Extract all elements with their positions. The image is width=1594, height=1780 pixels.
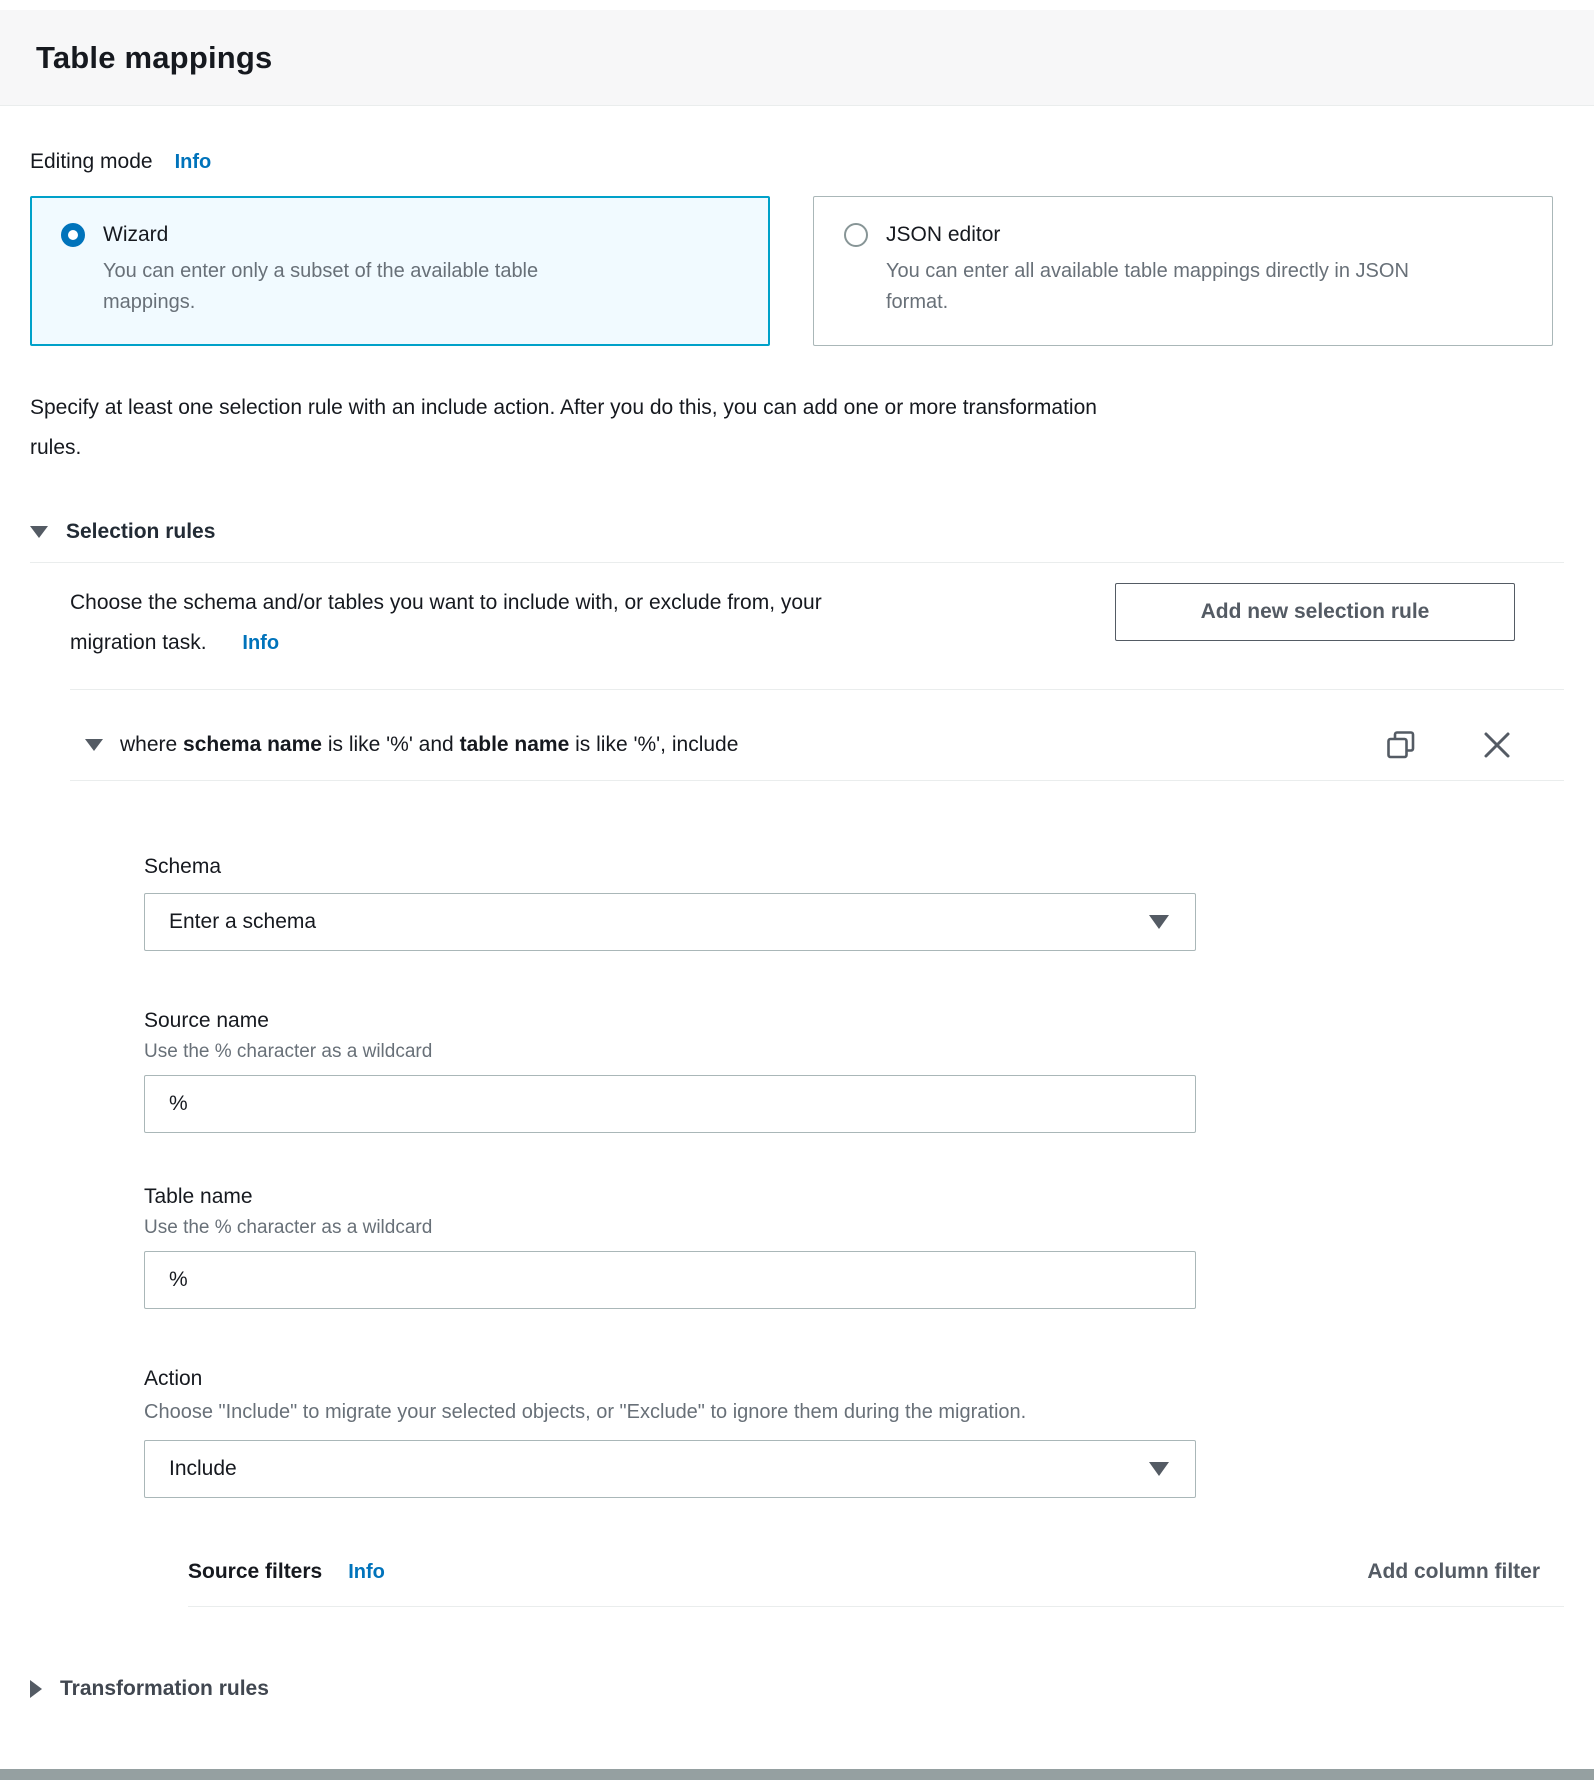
json-editor-option-label: JSON editor bbox=[886, 223, 1001, 246]
top-strip bbox=[0, 0, 1594, 10]
selection-rule-body bbox=[144, 855, 1196, 1498]
editing-mode-options bbox=[30, 196, 1564, 346]
transformation-rules-title: Transformation rules bbox=[60, 1677, 269, 1700]
rule-summary-middle: is like '%' and bbox=[327, 733, 454, 756]
selection-rules-description-line-2: migration task. bbox=[70, 631, 207, 654]
schema-select[interactable] bbox=[144, 893, 1196, 951]
wizard-radio-row bbox=[61, 223, 744, 247]
chevron-down-icon bbox=[1149, 915, 1169, 929]
divider bbox=[70, 689, 1564, 690]
rule-summary-schema-field: schema name bbox=[183, 733, 322, 756]
add-new-selection-rule-button[interactable]: Add new selection rule bbox=[1115, 583, 1515, 641]
rule-summary-suffix: is like '%', include bbox=[575, 733, 739, 756]
table-name-label: Table name bbox=[144, 1185, 253, 1208]
divider bbox=[70, 780, 1564, 781]
divider bbox=[188, 1606, 1564, 1607]
action-select[interactable] bbox=[144, 1440, 1196, 1498]
rule-actions bbox=[1386, 730, 1512, 760]
action-label: Action bbox=[144, 1367, 203, 1390]
rule-chevron-down-icon[interactable] bbox=[85, 739, 103, 751]
selection-rules-header[interactable] bbox=[30, 520, 1564, 544]
table-name-field-group bbox=[144, 1185, 1196, 1309]
schema-field-group bbox=[144, 855, 1196, 951]
source-filters-heading bbox=[188, 1560, 385, 1584]
wizard-radio-selected[interactable] bbox=[61, 223, 85, 247]
section-header-band bbox=[0, 10, 1594, 106]
chevron-down-icon bbox=[30, 526, 48, 538]
rule-summary-table-field: table name bbox=[459, 733, 570, 756]
source-name-hint: Use the % character as a wildcard bbox=[144, 1041, 433, 1062]
option-card-wizard[interactable] bbox=[30, 196, 770, 346]
wizard-option-label: Wizard bbox=[103, 223, 169, 246]
option-card-json-editor[interactable] bbox=[813, 196, 1553, 346]
source-name-field-group bbox=[144, 1009, 1196, 1133]
intro-line-2: rules. bbox=[30, 436, 82, 459]
intro-line-1: Specify at least one selection rule with an include action. After you do this, you can add one or more transformation bbox=[30, 396, 1097, 419]
action-field-group bbox=[144, 1367, 1196, 1498]
schema-select-value: Enter a schema bbox=[169, 910, 317, 933]
divider bbox=[30, 562, 1564, 563]
intro-paragraph bbox=[30, 388, 1564, 468]
chevron-right-icon bbox=[30, 1680, 42, 1698]
source-name-input[interactable] bbox=[144, 1075, 1196, 1133]
editing-mode-info-link[interactable]: Info bbox=[174, 151, 212, 173]
remove-rule-icon[interactable] bbox=[1482, 730, 1512, 760]
json-editor-option-description: You can enter all available table mappings directly in JSON format. bbox=[886, 260, 1409, 313]
action-select-value: Include bbox=[169, 1457, 237, 1480]
source-filters-title: Source filters bbox=[188, 1560, 323, 1583]
duplicate-rule-icon[interactable] bbox=[1386, 730, 1416, 760]
rule-summary-prefix: where bbox=[120, 733, 178, 756]
horizontal-scrollbar[interactable] bbox=[0, 1769, 1594, 1780]
schema-label: Schema bbox=[144, 855, 222, 878]
source-name-label: Source name bbox=[144, 1009, 269, 1032]
source-filters-info-link[interactable]: Info bbox=[348, 1561, 385, 1583]
table-name-input[interactable] bbox=[144, 1251, 1196, 1309]
page-title: Table mappings bbox=[36, 40, 273, 75]
transformation-rules-header[interactable] bbox=[30, 1677, 1564, 1701]
main-content bbox=[0, 150, 1594, 1701]
selection-rules-title: Selection rules bbox=[66, 520, 216, 543]
selection-rules-info-link[interactable]: Info bbox=[242, 632, 280, 654]
selection-rules-description-row bbox=[70, 583, 1564, 663]
selection-rules-description-line-1: Choose the schema and/or tables you want to include with, or exclude from, your bbox=[70, 591, 822, 614]
table-name-hint: Use the % character as a wildcard bbox=[144, 1217, 433, 1238]
selection-rules-description bbox=[70, 583, 1115, 663]
json-editor-radio-row bbox=[844, 223, 1528, 247]
editing-mode-label: Editing mode bbox=[30, 150, 153, 173]
chevron-down-icon bbox=[1149, 1462, 1169, 1476]
selection-rules-content bbox=[70, 583, 1564, 1607]
add-column-filter-button[interactable]: Add column filter bbox=[1367, 1560, 1540, 1583]
action-hint: Choose "Include" to migrate your selected objects, or "Exclude" to ignore them during the migration. bbox=[144, 1401, 1027, 1423]
editing-mode-row bbox=[30, 150, 1564, 174]
wizard-option-description: You can enter only a subset of the available table mappings. bbox=[103, 260, 539, 313]
source-filters-row bbox=[188, 1560, 1564, 1584]
rule-summary bbox=[120, 733, 738, 757]
selection-rule-header bbox=[70, 730, 1564, 760]
json-editor-radio-unselected[interactable] bbox=[844, 223, 868, 247]
